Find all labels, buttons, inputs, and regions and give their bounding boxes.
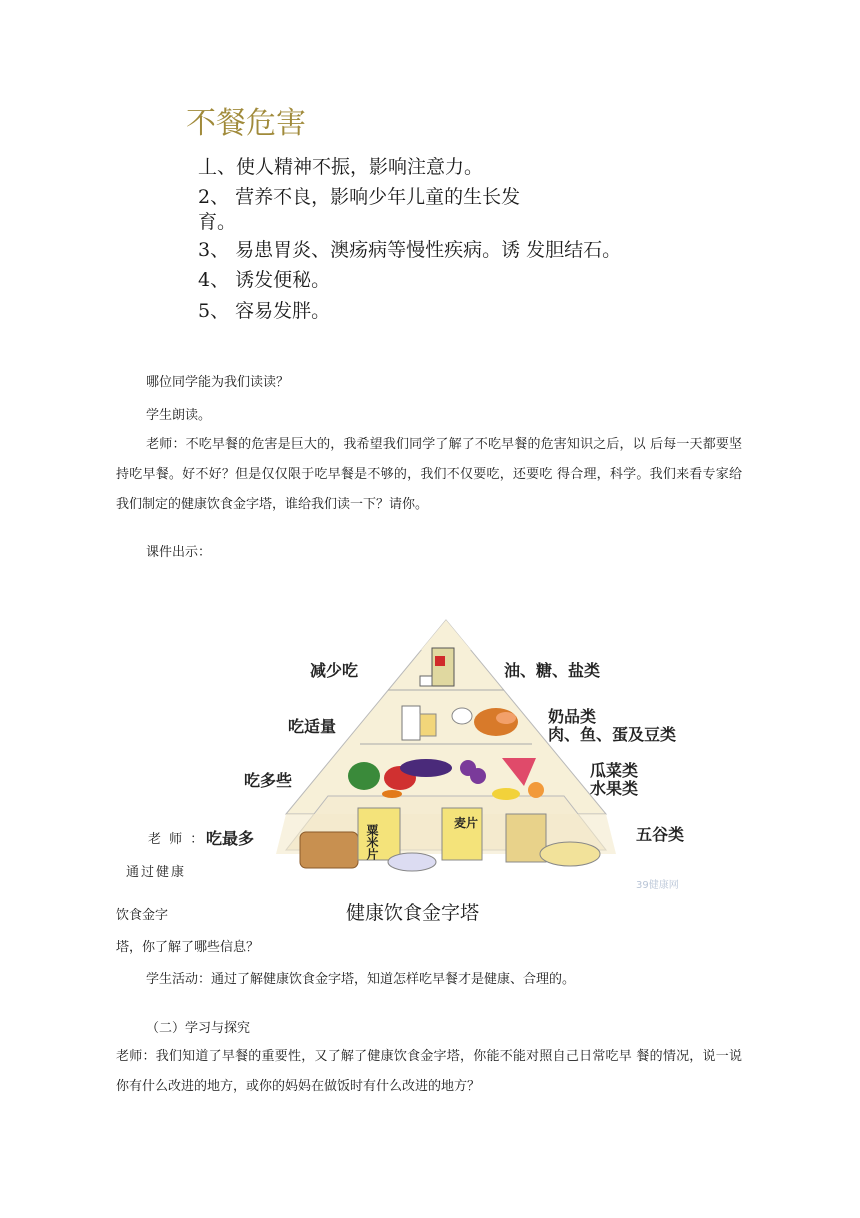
food-pyramid-image	[206, 618, 738, 890]
teacher-label: 老 师 ：	[148, 832, 206, 847]
harm-item-2-cont: 育。	[198, 211, 237, 233]
paragraph-teacher	[116, 430, 742, 520]
pyramid-right-label-veg: 瓜菜类	[590, 761, 639, 780]
fragment-left: 饮食金字	[116, 908, 169, 923]
pyramid-left-label-3: 吃多些	[244, 771, 293, 790]
paragraph-courseware: 课件出示：	[146, 545, 212, 560]
pyramid-right-label-grains: 五谷类	[636, 825, 685, 844]
watermark: 39健康网	[636, 880, 679, 891]
pyramid-graphic	[206, 618, 738, 890]
paragraph-teacher-text: 老师：不吃早餐的危害是巨大的，我希望我们同学了解了不吃早餐的危害知识之后，以 后每一天都要坚持吃早餐。好不好？但是仅仅限于吃早餐是不够的，我们不仅要吃，还要吃 得合理，科学。我们来看专家给我们制定的健康饮食金字塔，谁给我们读一下？请你。	[116, 437, 742, 512]
harm-item-1: 丄、使人精神不振，影响注意力。	[198, 156, 484, 178]
harm-item-2: 2、 营养不良，影响少年儿童的生长发	[198, 186, 521, 208]
pyramid-right-label-oil: 油、糖、盐类	[504, 661, 601, 680]
food-label-cornflakes: 粟米片	[365, 824, 379, 860]
food-label-oats: 麦片	[454, 816, 479, 830]
harm-item-5: 5、 容易发胖。	[198, 300, 331, 322]
paragraph-student-activity: 学生活动：通过了解健康饮食金字塔，知道怎样吃早餐才是健康、合理的。	[146, 972, 576, 987]
harm-item-3: 3、 易患胃炎、澳疡病等慢性疾病。诱 发胆结石。	[198, 239, 622, 261]
side-text-line: 通过健康	[126, 865, 187, 880]
pyramid-left-label-2: 吃适量	[288, 717, 337, 736]
harm-item-4: 4、 诱发便秘。	[198, 269, 331, 291]
paragraph-question-info: 塔，你了解了哪些信息？	[116, 940, 260, 955]
pyramid-right-label-dairy: 奶品类	[548, 707, 597, 726]
pyramid-left-label-4: 吃最多	[206, 829, 255, 848]
pyramid-right-label-protein: 肉、鱼、蛋及豆类	[548, 725, 677, 744]
page-title: 不餐危害	[186, 106, 306, 141]
pyramid-right-label-fruit: 水果类	[590, 779, 639, 798]
paragraph-question: 哪位同学能为我们读读？	[146, 375, 290, 390]
pyramid-left-label-1: 减少吃	[310, 661, 359, 680]
paragraph-teacher-2: 老师：我们知道了早餐的重要性，又了解了健康饮食金字塔，你能不能对照自己日常吃早 餐的情况，说一说你有什么改进的地方，或你的妈妈在做饭时有什么改进的地方？	[116, 1049, 742, 1094]
paragraph-student-reads: 学生朗读。	[146, 408, 212, 423]
pyramid-caption: 健康饮食金字塔	[346, 902, 480, 924]
section-heading: （二）学习与探究	[146, 1021, 251, 1036]
